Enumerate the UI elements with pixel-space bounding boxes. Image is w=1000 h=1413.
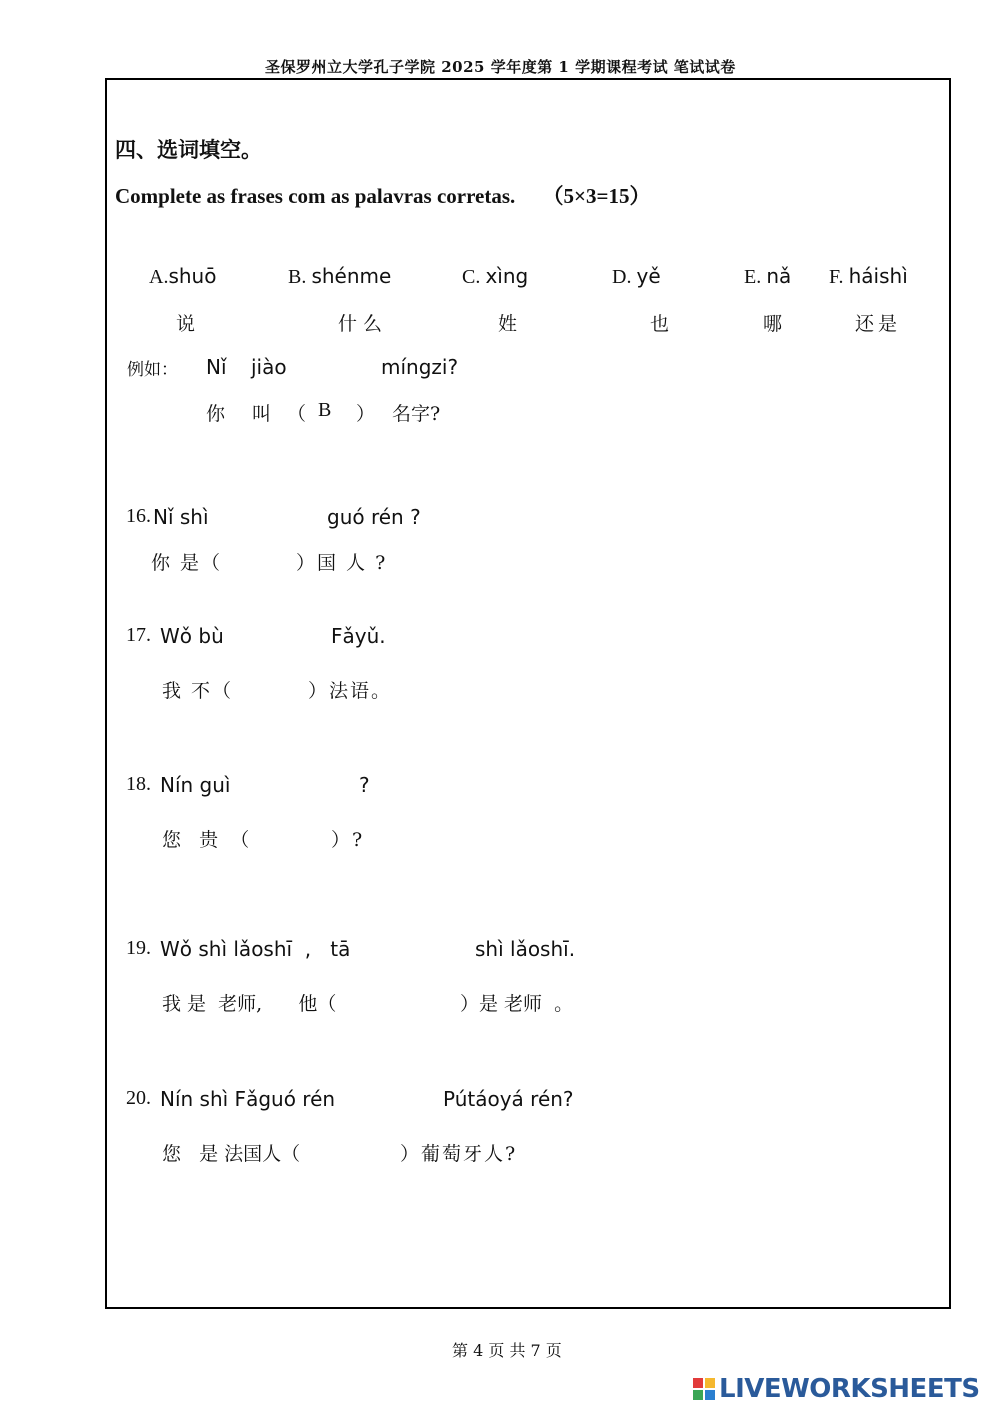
option-f-pinyin: F. háishì xyxy=(829,264,908,288)
example-pinyin-3: míngzi? xyxy=(381,355,459,379)
example-hanzi-6: 名字? xyxy=(392,403,441,425)
liveworksheets-logo xyxy=(693,1374,980,1404)
page-footer: 第 4 页 共 7 页 xyxy=(452,1341,562,1360)
q18-pinyin-a: Nín guì xyxy=(160,773,231,797)
q18-pinyin-b: ? xyxy=(359,773,370,797)
q17-pinyin-a: Wǒ bù xyxy=(160,624,224,648)
q20-answer-input[interactable] xyxy=(338,1137,404,1165)
q20-number: 20. xyxy=(126,1087,151,1109)
example-answer: B xyxy=(318,399,332,421)
q19-answer-input[interactable] xyxy=(396,987,462,1015)
q18-answer-input[interactable] xyxy=(268,823,334,851)
q16-hanzi-a: 你 是（ xyxy=(151,552,223,574)
option-e-pinyin: E. nǎ xyxy=(744,264,792,288)
q18-number: 18. xyxy=(126,773,151,795)
option-b-pinyin: B. shénme xyxy=(288,264,392,288)
example-hanzi-5: ） xyxy=(356,403,376,425)
option-d-pinyin: D. yě xyxy=(612,264,661,288)
liveworksheets-logo-icon xyxy=(693,1378,715,1400)
q17-pinyin-b: Fǎyǔ. xyxy=(331,624,386,648)
q16-number: 16. xyxy=(126,505,151,527)
q18-hanzi-b: ）? xyxy=(331,829,365,851)
q19-pinyin-a: Wǒ shì lǎoshī , tā xyxy=(160,937,351,961)
option-a-pinyin: A.shuō xyxy=(149,264,217,288)
q17-hanzi-a: 我 不（ xyxy=(162,680,234,702)
q20-pinyin-a: Nín shì Fǎguó rén xyxy=(160,1087,336,1111)
instruction-text: Complete as frases com as palavras corretas. xyxy=(115,184,516,208)
q16-pinyin-a: Nǐ shì xyxy=(153,505,209,529)
q19-pinyin-b: shì lǎoshī. xyxy=(475,937,576,961)
option-a-hanzi: 说 xyxy=(176,313,196,335)
q16-hanzi-b: ）国 人 ? xyxy=(296,552,388,574)
q17-answer-input[interactable] xyxy=(244,674,310,702)
option-c-pinyin: C. xìng xyxy=(462,264,529,288)
score-text: （5×3=15） xyxy=(542,184,651,208)
q17-hanzi-b: ）法语。 xyxy=(308,680,393,702)
liveworksheets-logo-text: LIVEWORKSHEETS xyxy=(719,1374,980,1404)
option-c-hanzi: 姓 xyxy=(498,313,518,335)
q17-number: 17. xyxy=(126,624,151,646)
q19-hanzi-b: ）是 老师 。 xyxy=(460,993,574,1015)
q20-hanzi-b: ）葡萄牙人? xyxy=(400,1143,518,1165)
q20-pinyin-b: Pútáoyá rén? xyxy=(443,1087,574,1111)
q18-hanzi-a: 您 贵 （ xyxy=(162,829,250,851)
q16-pinyin-b: guó rén ? xyxy=(327,505,421,529)
q19-number: 19. xyxy=(126,937,151,959)
example-hanzi-1: 你 xyxy=(206,403,226,425)
section-instruction xyxy=(115,180,650,210)
example-hanzi-2: 叫 xyxy=(252,403,272,425)
option-b-hanzi: 什么 xyxy=(338,313,389,335)
section-title: 四、选词填空。 xyxy=(115,137,262,162)
example-pinyin-2: jiào xyxy=(251,355,287,379)
q20-hanzi-a: 您 是 法国人（ xyxy=(162,1143,301,1165)
q19-hanzi-a: 我 是 老师, 他（ xyxy=(162,993,337,1015)
option-f-hanzi: 还是 xyxy=(855,313,902,335)
q16-answer-input[interactable] xyxy=(232,546,298,574)
example-label: 例如： xyxy=(127,360,178,380)
exam-header: 圣保罗州立大学孔子学院 2025 学年度第 1 学期课程考试 笔试试卷 xyxy=(265,58,736,76)
example-pinyin-1: Nǐ xyxy=(206,355,227,379)
option-d-hanzi: 也 xyxy=(650,313,670,335)
example-hanzi-3: （ xyxy=(287,403,307,425)
option-e-hanzi: 哪 xyxy=(763,313,783,335)
